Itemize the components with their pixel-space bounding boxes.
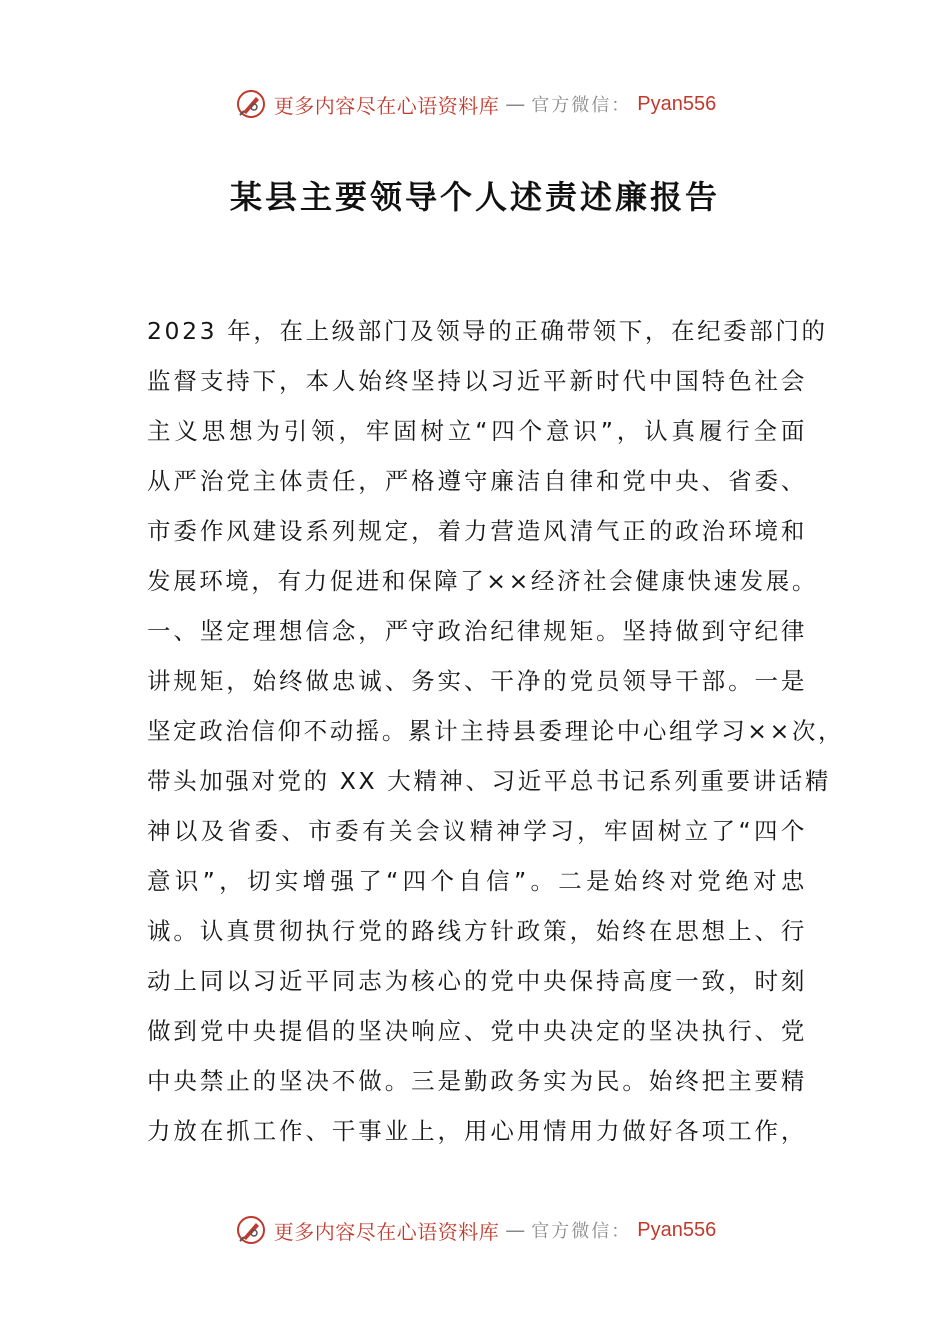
body-line: 发展环境，有力促进和保障了××经济社会健康快速发展。 [147, 567, 818, 595]
body-line: 动上同以习近平同志为核心的党中央保持高度一致，时刻 [147, 967, 807, 995]
body-line: 做到党中央提倡的坚决响应、党中央决定的坚决执行、党 [147, 1017, 807, 1045]
watermark-label: 官方微信： [531, 1221, 632, 1242]
body-line: 力放在抓工作、干事业上，用心用情用力做好各项工作， [147, 1117, 807, 1145]
body-line: 带头加强对党的 XX 大精神、习近平总书记系列重要讲话精 [147, 767, 831, 795]
body-line: 中央禁止的坚决不做。三是勤政务实为民。始终把主要精 [147, 1067, 807, 1095]
body-line: 监督支持下，本人始终坚持以习近平新时代中国特色社会 [147, 367, 807, 395]
body-line: 神以及省委、市委有关会议精神学习，牢固树立了“四个 [147, 817, 807, 845]
body-line: 坚定政治信仰不动摇。累计主持县委理论中心组学习××次， [147, 717, 845, 745]
pen-logo-icon [234, 1213, 268, 1247]
watermark-text: 更多内容尽在心语资料库 [273, 93, 500, 118]
watermark-label: 官方微信： [531, 95, 632, 116]
body-line: 诚。认真贯彻执行党的路线方针政策，始终在思想上、行 [147, 917, 807, 945]
header-watermark [0, 84, 950, 124]
watermark-wechat-id: Pyan556 [637, 92, 717, 115]
pen-logo-icon [234, 87, 268, 121]
body-line: 讲规矩，始终做忠诚、务实、干净的党员领导干部。一是 [147, 667, 807, 695]
body-line: 市委作风建设系列规定，着力营造风清气正的政治环境和 [147, 517, 807, 545]
watermark-text: 更多内容尽在心语资料库 [273, 1219, 500, 1244]
body-line: 一、坚定理想信念，严守政治纪律规矩。坚持做到守纪律 [147, 617, 807, 645]
document-body [147, 306, 845, 1156]
body-line: 意识”，切实增强了“四个自信”。二是始终对党绝对忠 [147, 867, 807, 895]
body-line: 从严治党主体责任，严格遵守廉洁自律和党中央、省委、 [147, 467, 807, 495]
body-line: 2023 年，在上级部门及领导的正确带领下，在纪委部门的 [147, 317, 828, 345]
watermark-dash: — [505, 1218, 526, 1242]
watermark-wechat-id: Pyan556 [637, 1218, 717, 1241]
document-title: 某县主要领导个人述责述廉报告 [229, 178, 720, 216]
footer-watermark [0, 1210, 950, 1250]
watermark-dash: — [505, 92, 526, 116]
body-line: 主义思想为引领，牢固树立“四个意识”，认真履行全面 [147, 417, 807, 445]
